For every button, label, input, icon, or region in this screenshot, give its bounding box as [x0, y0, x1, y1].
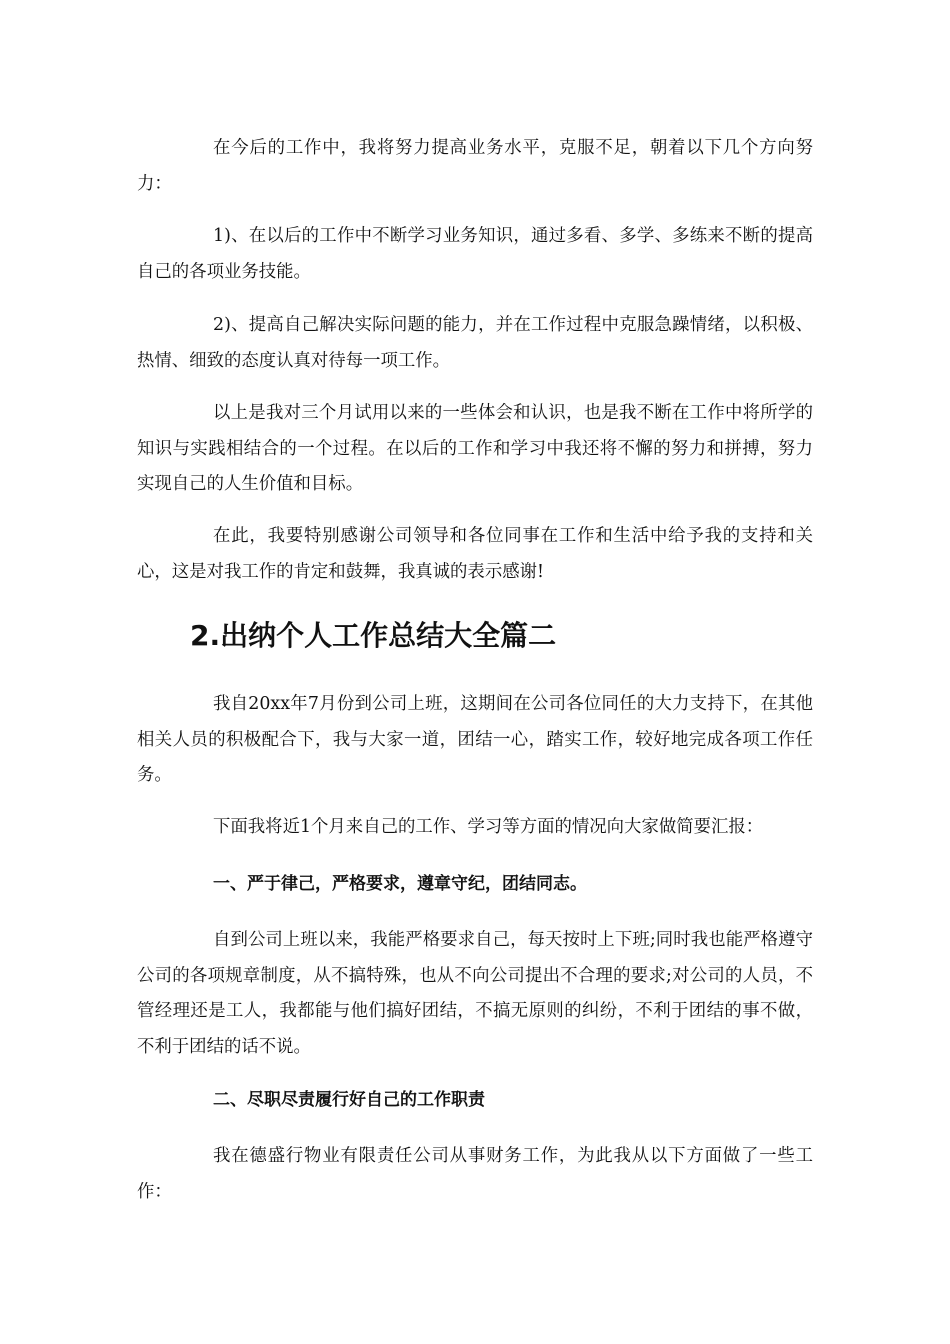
paragraph-discipline: 自到公司上班以来，我能严格要求自己，每天按时上下班;同时我也能严格遵守公司的各项规章制度，从不搞特殊，也从不向公司提出不合理的要求;对公司的人员，不管经理还是工人，我都能与他们搞好团结，不搞无原则的纠纷，不利于团结的事不做，不利于团结的话不说。 — [137, 930, 813, 1057]
subheading-discipline: 一、严于律己，严格要求，遵章守纪，团结同志。 — [213, 874, 587, 894]
paragraph-point-2: 2)、提高自己解决实际问题的能力，并在工作过程中克服急躁情绪，以积极、热情、细致的态度认真对待每一项工作。 — [137, 315, 813, 371]
paragraph-point-1: 1)、在以后的工作中不断学习业务知识，通过多看、多学、多练来不断的提高自己的各项业务技能。 — [137, 226, 813, 282]
paragraph-summary: 以上是我对三个月试用以来的一些体会和认识，也是我不断在工作中将所学的知识与实践相结合的一个过程。在以后的工作和学习中我还将不懈的努力和拼搏，努力实现自己的人生价值和目标。 — [137, 403, 813, 494]
paragraph-duties: 我在德盛行物业有限责任公司从事财务工作，为此我从以下方面做了一些工作： — [137, 1146, 813, 1202]
paragraph-report-intro: 下面我将近1个月来自己的工作、学习等方面的情况向大家做简要汇报： — [213, 817, 764, 837]
subheading-duties: 二、尽职尽责履行好自己的工作职责 — [213, 1090, 485, 1110]
paragraph-start-work: 我自20xx年7月份到公司上班，这期间在公司各位同任的大力支持下，在其他相关人员的积极配合下，我与大家一道，团结一心，踏实工作，较好地完成各项工作任务。 — [137, 694, 813, 785]
paragraph-thanks: 在此，我要特别感谢公司领导和各位同事在工作和生活中给予我的支持和关心，这是对我工作的肯定和鼓舞，我真诚的表示感谢! — [137, 526, 813, 582]
section-heading: 2.出纳个人工作总结大全篇二 — [190, 619, 557, 652]
paragraph-intro: 在今后的工作中，我将努力提高业务水平，克服不足，朝着以下几个方向努力： — [137, 138, 813, 194]
